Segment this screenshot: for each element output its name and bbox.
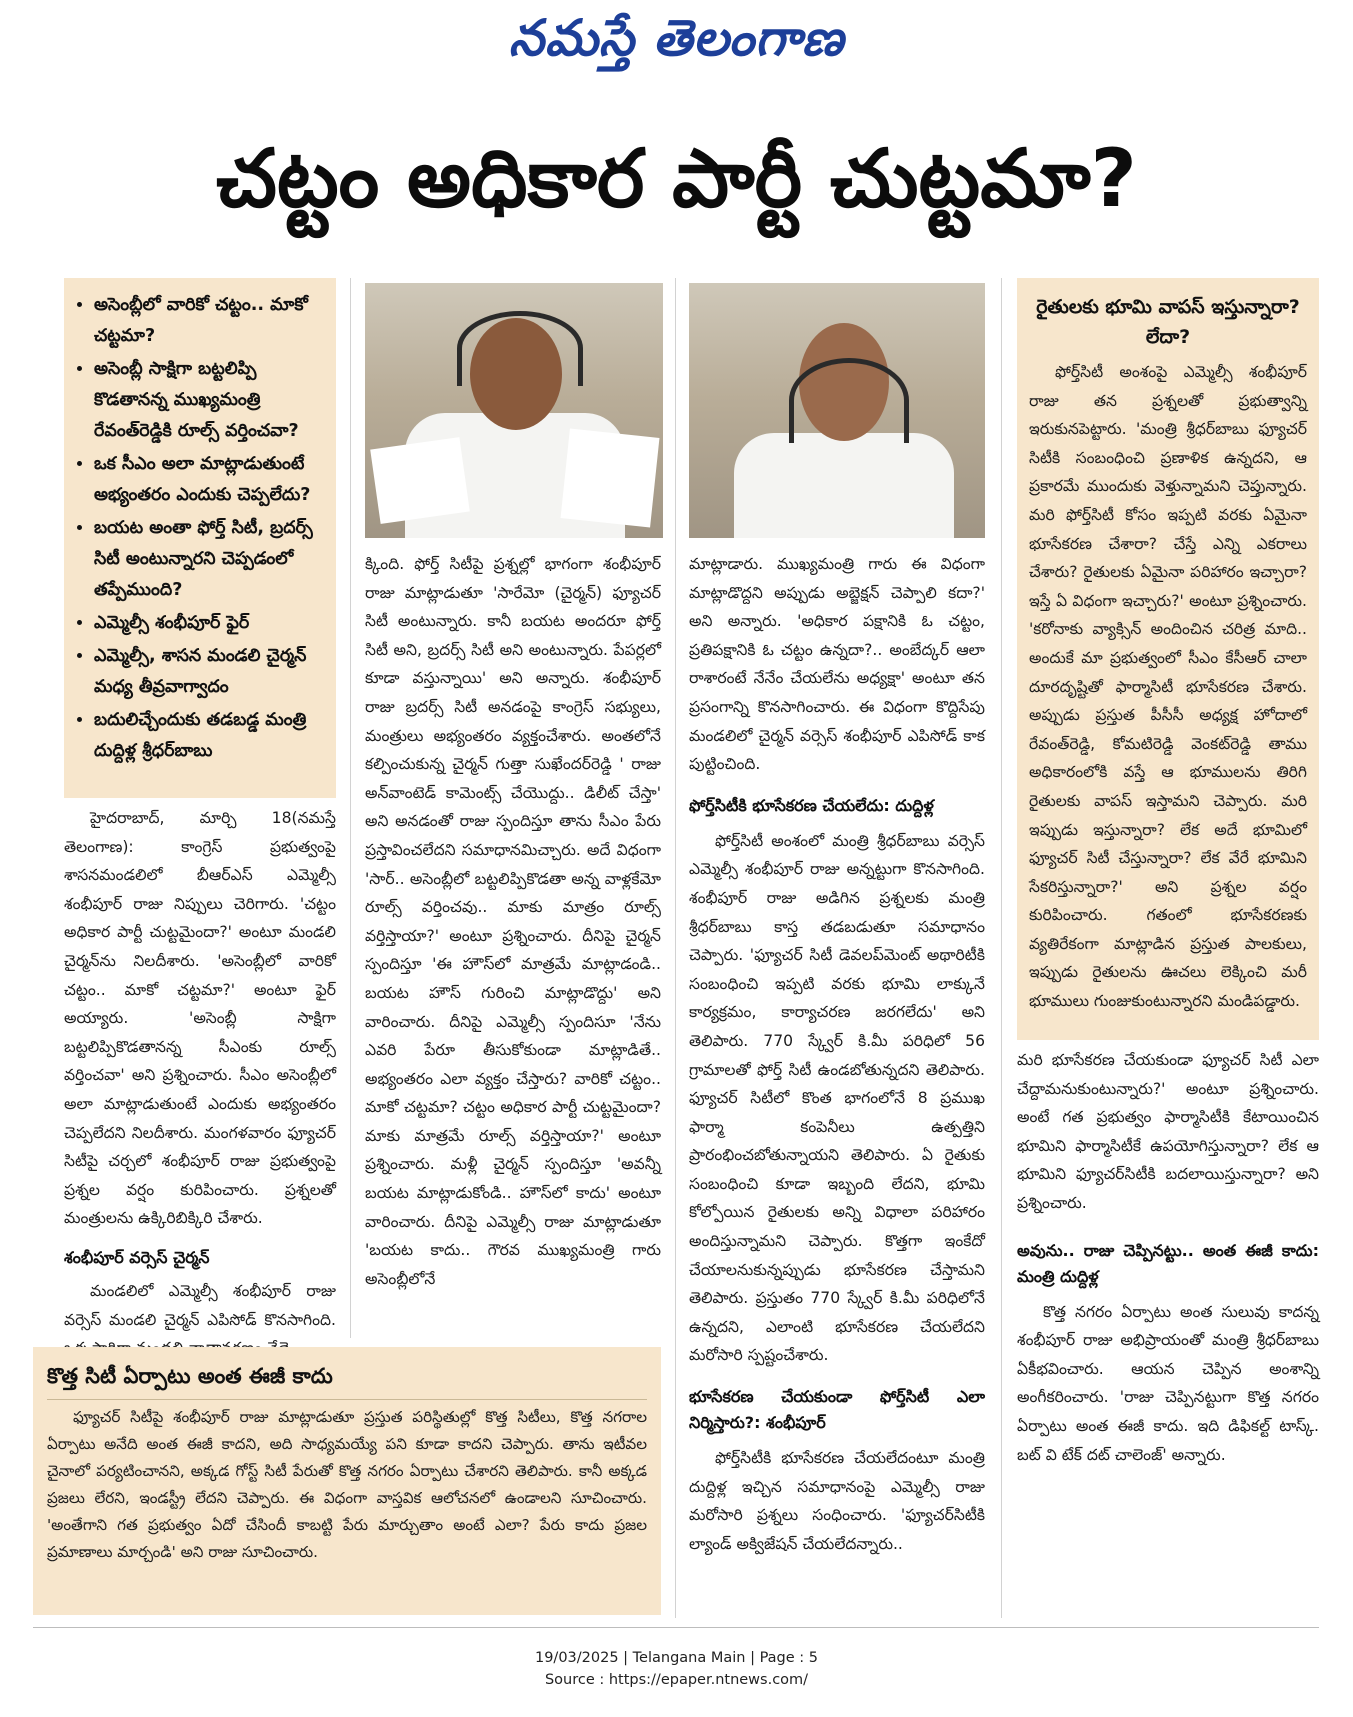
bottom-rule [33,1627,1319,1628]
column-divider [1001,278,1002,1618]
article-intro: హైదరాబాద్, మార్చి 18(నమస్తే తెలంగాణ): కాంగ్రెస్ ప్రభుత్వంపై శాసనమండలిలో బీఆర్ఎస్ ఎమ్మెల్సీ శంభీపూర్ రాజు నిప్పులు చెరిగారు. 'చట్టం అధికార పార్టీ చుట్టమైందా?' అంటూ మండలి చైర్మన్‌ను నిలదీశారు. 'అసెంబ్లీలో వారికో చట్టం.. మాకో చట్టమా?' అంటూ ఫైర్ అయ్యారు. 'అసెంబ్లీ సాక్షిగా బట్టలిప్పికొడతానన్న సీఎంకు రూల్స్ వర్తించవా' అని ప్రశ్నించారు. సీఎం అసెంబ్లీలో అలా మాట్లాడుతుంటే ఎందుకు అభ్యంతరం చెప్పలేదని నిలదీశారు. మంగళవారం ఫ్యూచర్ సిటీపై చర్చలో శంభీపూర్ రాజు ప్రభుత్వంపై ప్రశ్నల వర్షం కురిపించారు. ప్రశ్నలతో మంత్రులను ఉక్కిరిబిక్కిరి చేశారు. [64,809,336,1228]
highlights-box [64,278,336,798]
bottom-box-text: ఫ్యూచర్ సిటీపై శంభీపూర్ రాజు మాట్లాడుతూ ప్రస్తుత పరిస్థితుల్లో కొత్త సిటీలు, కొత్త నగరాల ఏర్పాటు అనేది అంత ఈజీ కాదని, అది సాధ్యమయ్యే పని కూడా కాదని చెప్పారు. తాను ఇటీవల చైనాలో పర్యటించానని, అక్కడ గోస్ట్ సిటీ పేరుతో కొత్త నగరం ఏర్పాటు చేశారని తెలిపారు. కానీ అక్కడ ప్రజలు లేరని, ఇండస్ట్రీ లేదని చెప్పారు. ఈ విధంగా వాస్తవిక ఆలోచనలో ఉండాలని సూచించారు. 'అంతేగాని గత ప్రభుత్వం ఏదో చేసిందీ కాబట్టి పేరు మార్చుతాం అంటే ఎలా? పేరు కాదు ప్రజల ప్రమాణాలు మార్చండి' అని రాజు సూచించారు. [47,1408,647,1561]
highlight-item: • బయట అంతా ఫోర్త్ సిటీ, బ్రదర్స్ సిటీ అంటున్నారని చెప్పడంలో తప్పేముంది? [94,513,328,606]
subheading: భూసేకరణ చేయకుండా ఫోర్త్‌సిటీ ఎలా నిర్మిస్తారు?: శంభీపూర్ [689,1387,985,1433]
masthead-logo: నమస్తే తెలంగాణ [508,8,845,67]
highlight-item: • బదులిచ్చేందుకు తడబడ్డ మంత్రి దుద్దిళ్ల శ్రీధర్‌బాబు [94,705,328,767]
article-paragraph: ఫోర్త్‌సిటీ అంశంలో మంత్రి శ్రీధర్‌బాబు వర్సెస్ ఎమ్మెల్సీ శంభీపూర్ రాజు అన్నట్టుగా కొనసాగింది. శంభీపూర్ రాజు అడిగిన ప్రశ్నలకు మంత్రి శ్రీధర్‌బాబు కాస్త తడబడుతూ సమాధానం చెప్పారు. 'ఫ్యూచర్ సిటీ డెవలప్‌మెంట్ అథారిటీకి సంబంధించి ఇప్పటి వరకు భూమి లాక్కునే కార్యక్రమం, కార్యాచరణ జరగలేదు' అని తెలిపారు. 770 స్క్వేర్ కి.మీ పరిధిలో 56 గ్రామాలతో ఫోర్త్ సిటీ ఉండబోతున్నదని తెలిపారు. ఫ్యూచర్ సిటీలో కొంత భాగంలోనే 8 ప్రముఖ ఫార్మా కంపెనీలు ఉత్పత్తిని ప్రారంభించబోతున్నాయని తెలిపారు. ఏ రైతుకు సంబంధించి కూడా ఇబ్బంది లేదని, భూమి కోల్పోయిన రైతులకు అన్ని విధాలా పరిహారం అందిస్తున్నామని చెప్పారు. కొత్తగా ఇంకేదో చేయాలనుకున్నప్పుడు భూసేకరణ చేస్తామని తెలిపారు. ప్రస్తుతం 770 స్క్వేర్ కి.మీ పరిధిలోనే ఉన్నదని, ఎలాంటి భూసేకరణ చేయలేదని మరోసారి స్పష్టంచేశారు. [689,831,985,1365]
highlight-item: • అసెంబ్లీలో వారికో చట్టం.. మాకో చట్టమా? [94,290,328,352]
footer-info: 19/03/2025 | Telangana Main | Page : 5 [534,1650,819,1666]
column-divider [675,278,676,1618]
photo-shambhipur-raju [365,283,663,538]
article-column-2 [365,550,661,1293]
bottom-box [33,1347,661,1615]
article-paragraph: క్కింది. ఫోర్త్ సిటీపై ప్రశ్నల్లో భాగంగా శంభీపూర్ రాజు మాట్లాడుతూ 'సారేమో (చైర్మన్) ఫ్యూచర్ సిటీ అంటున్నారు. కానీ బయట అందరూ ఫోర్త్ సిటీ అని, బ్రదర్స్ సిటీ అని అంటున్నారు. పేపర్లలో కూడా వస్తున్నాయి' అని అన్నారు. శంభీపూర్ రాజు బ్రదర్స్ సిటీ అనడంపై కాంగ్రెస్ సభ్యులు, మంత్రులు అభ్యంతరం వ్యక్తంచేశారు. అంతలోనే కల్పించుకున్న చైర్మన్ గుత్తా సుఖేందర్‌రెడ్డి ' రాజు అన్‌వాంటెడ్ కామెంట్స్ చేయొద్దు.. డిలీట్ చేస్తా' అని అనడంతో రాజు స్పందిస్తూ తాను సీఎం పేరు ప్రస్తావించలేదని సమాధానమిచ్చారు. అదే విధంగా 'సార్.. అసెంబ్లీలో బట్టలిప్పికొడతా అన్న వాళ్లకేమో రూల్స్ వర్తించవు.. మాకు మాత్రం రూల్స్ వర్తిస్తాయా?' అంటూ ప్రశ్నించారు. దీనిపై చైర్మన్ స్పందిస్తూ 'ఈ హౌస్‌లో మాత్రమే మాట్లాడండి.. బయట హౌస్ గురించి మాట్లాడొద్దు' అని వారించారు. దీనిపై ఎమ్మెల్సీ స్పందిసూ 'నేను ఎవరి పేరూ తీసుకోకుండా మాట్లాడితే.. అభ్యంతరం ఎలా వ్యక్తం చేస్తారు? వారికో చట్టం.. మాకో చట్టమా? చట్టం అధికార పార్టీ చుట్టమైందా? మాకు మాత్రమే రూల్స్ వర్తిస్తాయా?' అంటూ ప్రశ్నించారు. మళ్లీ చైర్మన్ స్పందిస్తూ 'అవన్నీ బయట మాట్లాడుకోండి.. హౌస్‌లో కాదు' అంటూ వారించారు. దీనిపై ఎమ్మెల్సీ రాజు మాట్లాడుతూ 'బయట కాదు.. గౌరవ ముఖ్యమంత్రి గారు అసెంబ్లీలోనే [365,555,661,1288]
column-divider [350,278,351,1338]
photo-minister-sridhar-babu [689,283,985,538]
article-column-1 [64,804,336,1363]
highlight-item: • అసెంబ్లీ సాక్షిగా బట్టలిప్పి కొడతానన్న ముఖ్యమంత్రి రేవంత్‌రెడ్డికి రూల్స్ వర్తించవా? [94,354,328,447]
article-paragraph: మండలిలో ఎమ్మెల్సీ శంభీపూర్ రాజు వర్సెస్ మండలి చైర్మన్ ఎపిసోడ్ కొనసాగింది. [64,1281,336,1329]
article-paragraph: మరి భూసేకరణ చేయకుండా ఫ్యూచర్ సిటీ ఎలా చేద్దామనుకుంటున్నారు?' అంటూ ప్రశ్నించారు. అంటే గత ప్రభుత్వం ఫార్మాసిటీకి కేటాయించిన భూమిని ఫార్మాసిటీకే ఉపయోగిస్తున్నారా? లేక ఆ భూమిని ఫ్యూచర్‌సిటీకి బదలాయిస్తున్నారా? అని ప్రశ్నించారు. [1017,1051,1319,1212]
bottom-box-title: కొత్త సిటీ ఏర్పాటు అంత ఈజీ కాదు [47,1357,647,1400]
highlight-item: • ఒక సీఎం అలా మాట్లాడుతుంటే అభ్యంతరం ఎందుకు చెప్పలేదు? [94,449,328,511]
article-paragraph: ఫోర్త్‌సిటీకి భూసేకరణ చేయలేదంటూ మంత్రి దుద్దిళ్ల ఇచ్చిన సమాధానంపై ఎమ్మెల్సీ రాజు మరోసారి ప్రశ్నలు సంధించారు. 'ఫ్యూచర్‌సిటీకి ల్యాండ్ అక్విజేషన్ చేయలేదన్నారు.. [689,1449,985,1553]
subheading: ఫోర్త్‌సిటీకి భూసేకరణ చేయలేదు: దుద్దిళ్ల [689,795,934,815]
headline: చట్టం అధికార పార్టీ చుట్టమా? [216,132,1137,225]
article-column-4 [1017,1046,1319,1469]
subheading: శంభీపూర్ వర్సెస్ చైర్మన్ [64,1247,210,1267]
highlight-item: • ఎమ్మెల్సీ, శాసన మండలి చైర్మన్ మధ్య తీవ్రవాగ్వాదం [94,641,328,703]
article-paragraph: మాట్లాడారు. ముఖ్యమంత్రి గారు ఈ విధంగా మాట్లాడొద్దని అప్పుడు అబ్జెక్షన్ చెప్పాలి కదా?' అని అన్నారు. 'అధికార పక్షానికి ఓ చట్టం, ప్రతిపక్షానికి ఓ చట్టం ఉన్నదా?.. అంబేద్కర్ ఆలా రాశారంటే నేనేం చేయలేను అధ్యక్షా' అంటూ తన ప్రసంగాన్ని కొనసాగించారు. ఈ విధంగా కొద్దిసేపు మండలిలో చైర్మన్ వర్సెస్ శంభీపూర్ ఎపిసోడ్ కాక పుట్టించింది. [689,555,985,774]
subheading: అవును.. రాజు చెప్పినట్టు.. అంత ఈజీ కాదు: మంత్రి దుద్దిళ్ల [1017,1240,1319,1286]
article-paragraph: కొత్త నగరం ఏర్పాటు అంత సులువు కాదన్న శంభీపూర్ రాజు అభిప్రాయంతో మంత్రి శ్రీధర్‌బాబు ఏకీభవించారు. ఆయన చెప్పిన అంశాన్ని అంగీకరించారు. 'రాజు చెప్పినట్టుగా కొత్త నగరం ఏర్పాటు అంత ఈజీ కాదు. ఇది డిఫికల్ట్ టాస్క్. బట్ వి టేక్ దట్ చాలెంజ్' అన్నారు. [1017,1302,1319,1464]
highlights-list [78,290,328,767]
highlight-item: • ఎమ్మెల్సీ శంభీపూర్ ఫైర్ [94,608,328,639]
sidebar-text: ఫోర్త్‌సిటీ అంశంపై ఎమ్మెల్సీ శంభీపూర్ రాజు తన ప్రశ్నలతో ప్రభుత్వాన్ని ఇరుకునపెట్టారు. 'మంత్రి శ్రీధర్‌బాబు ఫ్యూచర్ సిటీకి సంబంధించి ప్రణాళిక ఉన్నదని, ఆ ప్రకారమే ముందుకు వెళ్తున్నామని చెప్తున్నారు. మరి ఫోర్త్‌సిటీ కోసం ఇప్పటి వరకు ఏమైనా భూసేకరణ చేశారా? చేస్తే ఎన్ని ఎకరాలు చేశారు? రైతులకు ఏమైనా పరిహారం ఇచ్చారా? ఇస్తే ఏ విధంగా ఇచ్చారు?' అంటూ ప్రశ్నించారు. 'కరోనాకు వ్యాక్సిన్ అందించిన చరిత్ర మాది.. అందుకే మా ప్రభుత్వంలో సీఎం కేసీఆర్ చాలా దూరదృష్టితో ఫార్మాసిటీ భూసేకరణ చేశారు. అప్పుడు ప్రస్తుత పీసీసీ అధ్యక్ష హోదాలో రేవంత్‌రెడ్డి, కోమటిరెడ్డి వెంకట్‌రెడ్డి తాము అధికారంలోకి వస్తే ఆ భూములను తిరిగి రైతులకు వాపస్ ఇస్తామని చెప్పారు. మరి ఇప్పుడు ఇస్తున్నారా? లేక అదే భూమిలో ఫ్యూచర్ సిటీ చేస్తున్నారా? లేక వేరే భూమిని సేకరిస్తున్నారా?' అని ప్రశ్నల వర్షం కురిపించారు. గతంలో భూసేకరణకు వ్యతిరేకంగా మాట్లాడిన ప్రస్తుత పాలకులు, ఇప్పుడు రైతులను ఊచలు లెక్కించి మరీ భూములు గుంజుకుంటున్నారని మండిపడ్డారు. [1029,363,1307,1011]
sidebar-title: రైతులకు భూమి వాపస్ ఇస్తున్నారా? లేదా? [1036,296,1300,348]
article-column-3 [689,550,985,1558]
footer-source: Source : https://epaper.ntnews.com/ [544,1672,809,1688]
sidebar-box [1017,278,1319,1040]
